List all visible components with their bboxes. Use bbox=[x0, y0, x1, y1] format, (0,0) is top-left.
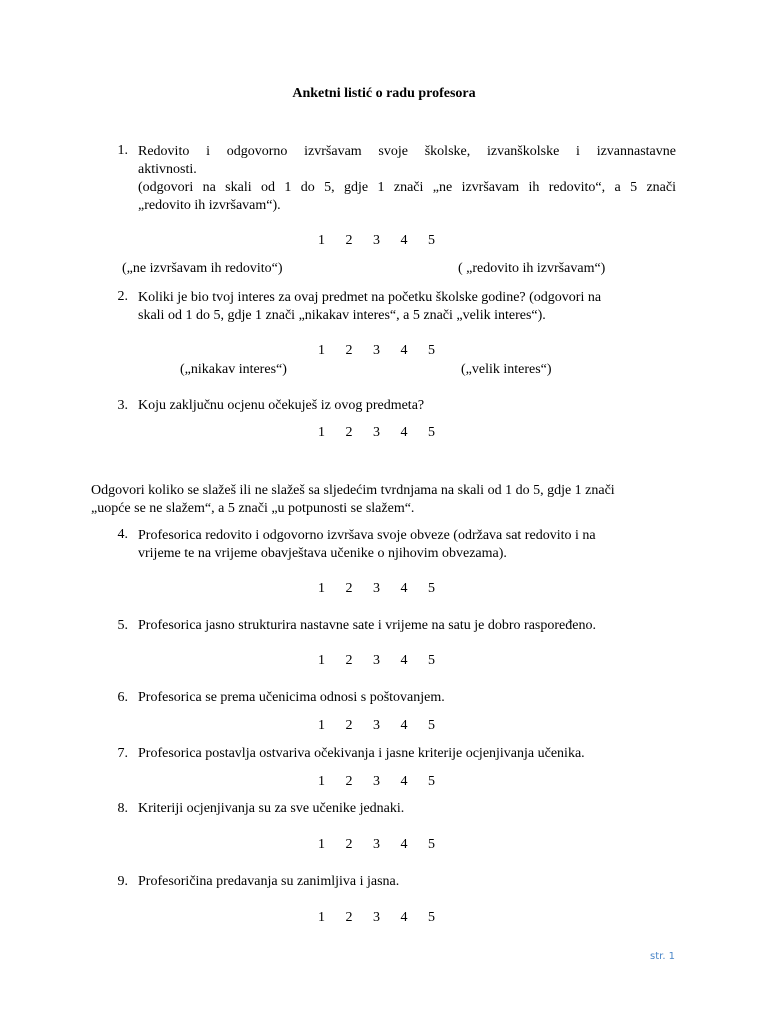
q6-scale-3[interactable]: 3 bbox=[373, 718, 380, 733]
q7-text: Profesorica postavlja ostvariva očekivanja i jasne kriterije ocjenjivanja učenika. bbox=[138, 746, 585, 761]
q2-scale-1[interactable]: 1 bbox=[318, 343, 325, 358]
q5-number: 5. bbox=[117, 618, 128, 633]
q9-scale-4[interactable]: 4 bbox=[400, 910, 408, 925]
q9-scale-5[interactable]: 5 bbox=[428, 910, 435, 925]
q4-scale-2[interactable]: 2 bbox=[345, 581, 353, 596]
q3-scale-2[interactable]: 2 bbox=[345, 425, 353, 440]
q5-text: Profesorica jasno strukturira nastavne sate i vrijeme na satu je dobro raspoređeno. bbox=[138, 618, 596, 633]
q5-scale-5[interactable]: 5 bbox=[428, 653, 435, 668]
q3-scale bbox=[318, 425, 456, 441]
q5-scale-2[interactable]: 2 bbox=[345, 653, 353, 668]
q7-scale-4[interactable]: 4 bbox=[400, 774, 408, 789]
instruction bbox=[91, 482, 615, 518]
q7-number: 7. bbox=[117, 746, 128, 761]
q6-scale-5[interactable]: 5 bbox=[428, 718, 435, 733]
q1-scale bbox=[318, 233, 456, 249]
q1-line3: (odgovori na skali od 1 do 5, gdje 1 znači „ne izvršavam ih redovito“, a 5 znači bbox=[138, 180, 676, 195]
page-title: Anketni listić o radu profesora bbox=[292, 86, 476, 101]
q9-scale-3[interactable]: 3 bbox=[373, 910, 380, 925]
q6-scale-1[interactable]: 1 bbox=[318, 718, 325, 733]
q2-label-high: („velik interes“) bbox=[461, 362, 552, 377]
q4-scale-1[interactable]: 1 bbox=[318, 581, 325, 596]
instruction-line1: Odgovori koliko se slažeš ili ne slažeš sa sljedećim tvrdnjama na skali od 1 do 5, gdje 1 znači bbox=[91, 483, 615, 498]
q5-scale bbox=[318, 653, 456, 669]
q1-label-low: („ne izvršavam ih redovito“) bbox=[122, 261, 283, 276]
q8-scale-3[interactable]: 3 bbox=[373, 837, 380, 852]
q9-scale-2[interactable]: 2 bbox=[345, 910, 353, 925]
q2-text bbox=[138, 289, 676, 325]
q8-text: Kriteriji ocjenjivanja su za sve učenike jednaki. bbox=[138, 801, 405, 816]
q4-text bbox=[138, 527, 676, 563]
q1-scale-2[interactable]: 2 bbox=[345, 233, 353, 248]
q1-text bbox=[138, 143, 676, 215]
q8-scale-1[interactable]: 1 bbox=[318, 837, 325, 852]
q1-scale-3[interactable]: 3 bbox=[373, 233, 380, 248]
q6-scale-4[interactable]: 4 bbox=[400, 718, 408, 733]
q3-scale-4[interactable]: 4 bbox=[400, 425, 408, 440]
q2-scale bbox=[318, 343, 456, 359]
q2-number: 2. bbox=[117, 289, 128, 304]
q8-scale-4[interactable]: 4 bbox=[400, 837, 408, 852]
q4-scale-5[interactable]: 5 bbox=[428, 581, 435, 596]
q7-scale-5[interactable]: 5 bbox=[428, 774, 435, 789]
q6-scale bbox=[318, 718, 456, 734]
q3-number: 3. bbox=[117, 398, 128, 413]
q4-scale-3[interactable]: 3 bbox=[373, 581, 380, 596]
q1-scale-5[interactable]: 5 bbox=[428, 233, 435, 248]
page-number: str. 1 bbox=[650, 951, 676, 962]
q8-scale bbox=[318, 837, 456, 853]
q7-scale-1[interactable]: 1 bbox=[318, 774, 325, 789]
q6-scale-2[interactable]: 2 bbox=[345, 718, 353, 733]
q5-scale-1[interactable]: 1 bbox=[318, 653, 325, 668]
q9-scale bbox=[318, 910, 456, 926]
q2-scale-4[interactable]: 4 bbox=[400, 343, 408, 358]
q1-line4: „redovito ih izvršavam“). bbox=[138, 198, 281, 213]
q1-number: 1. bbox=[117, 143, 128, 158]
q5-scale-4[interactable]: 4 bbox=[400, 653, 408, 668]
q2-scale-2[interactable]: 2 bbox=[345, 343, 353, 358]
q1-line2: aktivnosti. bbox=[138, 162, 197, 177]
q6-text: Profesorica se prema učenicima odnosi s poštovanjem. bbox=[138, 690, 445, 705]
q7-scale bbox=[318, 774, 456, 790]
q2-label-low: („nikakav interes“) bbox=[180, 362, 287, 377]
q2-scale-3[interactable]: 3 bbox=[373, 343, 380, 358]
q1-scale-4[interactable]: 4 bbox=[400, 233, 408, 248]
q8-number: 8. bbox=[117, 801, 128, 816]
q1-line1: Redovito i odgovorno izvršavam svoje školske, izvanškolske i izvannastavne bbox=[138, 144, 676, 159]
q7-scale-2[interactable]: 2 bbox=[345, 774, 353, 789]
q2-line1: Koliki je bio tvoj interes za ovaj predmet na početku školske godine? (odgovori na bbox=[138, 290, 602, 305]
q3-text: Koju zaključnu ocjenu očekuješ iz ovog predmeta? bbox=[138, 398, 425, 413]
q1-scale-1[interactable]: 1 bbox=[318, 233, 325, 248]
q9-text: Profesoričina predavanja su zanimljiva i jasna. bbox=[138, 874, 400, 889]
q7-scale-3[interactable]: 3 bbox=[373, 774, 380, 789]
q9-scale-1[interactable]: 1 bbox=[318, 910, 325, 925]
q3-scale-1[interactable]: 1 bbox=[318, 425, 325, 440]
q2-line2: skali od 1 do 5, gdje 1 znači „nikakav interes“, a 5 znači „velik interes“). bbox=[138, 308, 546, 323]
q9-number: 9. bbox=[117, 874, 128, 889]
q6-number: 6. bbox=[117, 690, 128, 705]
q4-scale bbox=[318, 581, 456, 597]
instruction-line2: „uopće se ne slažem“, a 5 znači „u potpunosti se slažem“. bbox=[91, 501, 415, 516]
q8-scale-2[interactable]: 2 bbox=[345, 837, 353, 852]
q5-scale-3[interactable]: 3 bbox=[373, 653, 380, 668]
q2-scale-5[interactable]: 5 bbox=[428, 343, 435, 358]
q4-line1: Profesorica redovito i odgovorno izvršava svoje obveze (održava sat redovito i na bbox=[138, 528, 596, 543]
q4-number: 4. bbox=[117, 527, 128, 542]
q1-label-high: ( „redovito ih izvršavam“) bbox=[458, 261, 606, 276]
q3-scale-5[interactable]: 5 bbox=[428, 425, 435, 440]
q3-scale-3[interactable]: 3 bbox=[373, 425, 380, 440]
q4-scale-4[interactable]: 4 bbox=[400, 581, 408, 596]
q4-line2: vrijeme te na vrijeme obavještava učenike o njihovim obvezama). bbox=[138, 546, 507, 561]
q8-scale-5[interactable]: 5 bbox=[428, 837, 435, 852]
